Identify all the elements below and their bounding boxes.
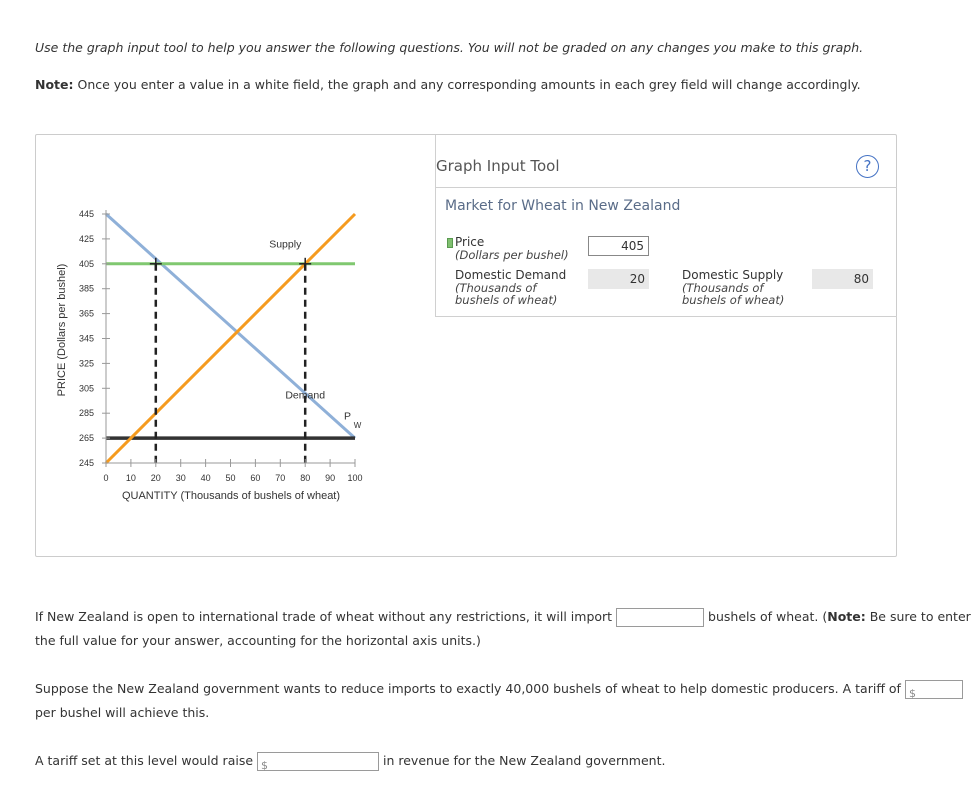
x-tick-label: 100 xyxy=(347,473,363,483)
y-tick-label: 285 xyxy=(78,408,94,419)
y-tick-label: 385 xyxy=(78,283,94,294)
pw-label: P xyxy=(344,410,352,423)
q1-line2: the full value for your answer, accounting for the horizontal axis units.) xyxy=(35,633,481,648)
supply-line xyxy=(106,214,355,463)
y-tick-label: 325 xyxy=(78,358,94,369)
note-label: Note: xyxy=(35,77,74,92)
demand-label: Demand xyxy=(285,389,326,402)
domestic-supply-value: 80 xyxy=(812,269,873,289)
x-tick-label: 70 xyxy=(275,473,286,483)
y-axis-label: PRICE (Dollars per bushel) xyxy=(56,263,68,397)
x-tick-label: 60 xyxy=(250,473,261,483)
pw-subscript: W xyxy=(353,421,362,431)
q2-line2: per bushel will achieve this. xyxy=(35,705,210,720)
note xyxy=(35,77,861,92)
q2-before: Suppose the New Zealand government wants to reduce imports to exactly 40,000 bushels of wheat to help domestic producers. A tariff of xyxy=(35,681,901,696)
dollar-sign: $ xyxy=(908,687,916,700)
tool-title: Graph Input Tool xyxy=(436,157,560,175)
y-tick-label: 245 xyxy=(78,458,94,468)
domestic-supply-sub2: bushels of wheat) xyxy=(682,293,785,307)
domestic-demand-sub2: bushels of wheat) xyxy=(455,293,558,307)
price-swatch-icon xyxy=(447,238,453,248)
revenue-input[interactable] xyxy=(257,752,379,771)
y-tick-label: 305 xyxy=(78,383,94,394)
x-tick-label: 10 xyxy=(125,473,136,483)
demand-line xyxy=(106,214,355,438)
instructions: Use the graph input tool to help you answer the following questions. You will not be graded on any changes you make to this graph. xyxy=(35,40,864,55)
dollar-sign: $ xyxy=(261,759,269,772)
x-tick-label: 80 xyxy=(300,473,311,483)
domestic-supply-sub1: (Thousands of xyxy=(682,281,764,295)
q1-after: bushels of wheat. ( xyxy=(708,609,828,624)
x-tick-label: 0 xyxy=(103,473,109,483)
tariff-input[interactable] xyxy=(905,680,963,699)
note-text: Once you enter a value in a white field, the graph and any corresponding amounts in each grey field will change accordingly. xyxy=(73,77,861,92)
q1-note-label: Note: xyxy=(827,609,866,624)
price-input[interactable]: 405 xyxy=(588,236,649,256)
y-tick-label: 345 xyxy=(78,333,94,344)
y-tick-label: 445 xyxy=(78,209,94,219)
x-tick-label: 40 xyxy=(200,473,211,483)
domestic-supply-label: Domestic Supply xyxy=(682,268,784,282)
x-tick-label: 50 xyxy=(225,473,236,483)
q3-before: A tariff set at this level would raise xyxy=(35,753,254,768)
y-tick-label: 405 xyxy=(78,258,94,269)
chart[interactable] xyxy=(50,200,380,510)
x-tick-label: 90 xyxy=(325,473,336,483)
domestic-demand-value: 20 xyxy=(588,269,649,289)
y-tick-label: 265 xyxy=(78,433,94,444)
question-tariff xyxy=(35,677,952,701)
help-icon[interactable]: ? xyxy=(856,155,879,178)
domestic-demand-label: Domestic Demand xyxy=(455,268,567,282)
imports-input[interactable] xyxy=(616,608,704,627)
price-label: Price xyxy=(455,235,485,249)
q1-before: If New Zealand is open to international trade of wheat without any restrictions, it will import xyxy=(35,609,613,624)
x-tick-label: 30 xyxy=(175,473,186,483)
x-axis-label: QUANTITY (Thousands of bushels of wheat) xyxy=(121,490,341,502)
market-title: Market for Wheat in New Zealand xyxy=(445,198,681,214)
q1-after2: Be sure to enter xyxy=(865,609,971,624)
q3-after: in revenue for the New Zealand government. xyxy=(383,753,666,768)
domestic-demand-sub1: (Thousands of xyxy=(455,281,537,295)
y-tick-label: 365 xyxy=(78,308,94,319)
question-revenue xyxy=(35,749,665,773)
x-tick-label: 20 xyxy=(150,473,161,483)
supply-label: Supply xyxy=(269,238,302,251)
y-tick-label: 425 xyxy=(78,233,94,244)
tool-divider xyxy=(435,187,897,188)
price-sub: (Dollars per bushel) xyxy=(455,248,569,262)
question-imports xyxy=(35,605,971,629)
